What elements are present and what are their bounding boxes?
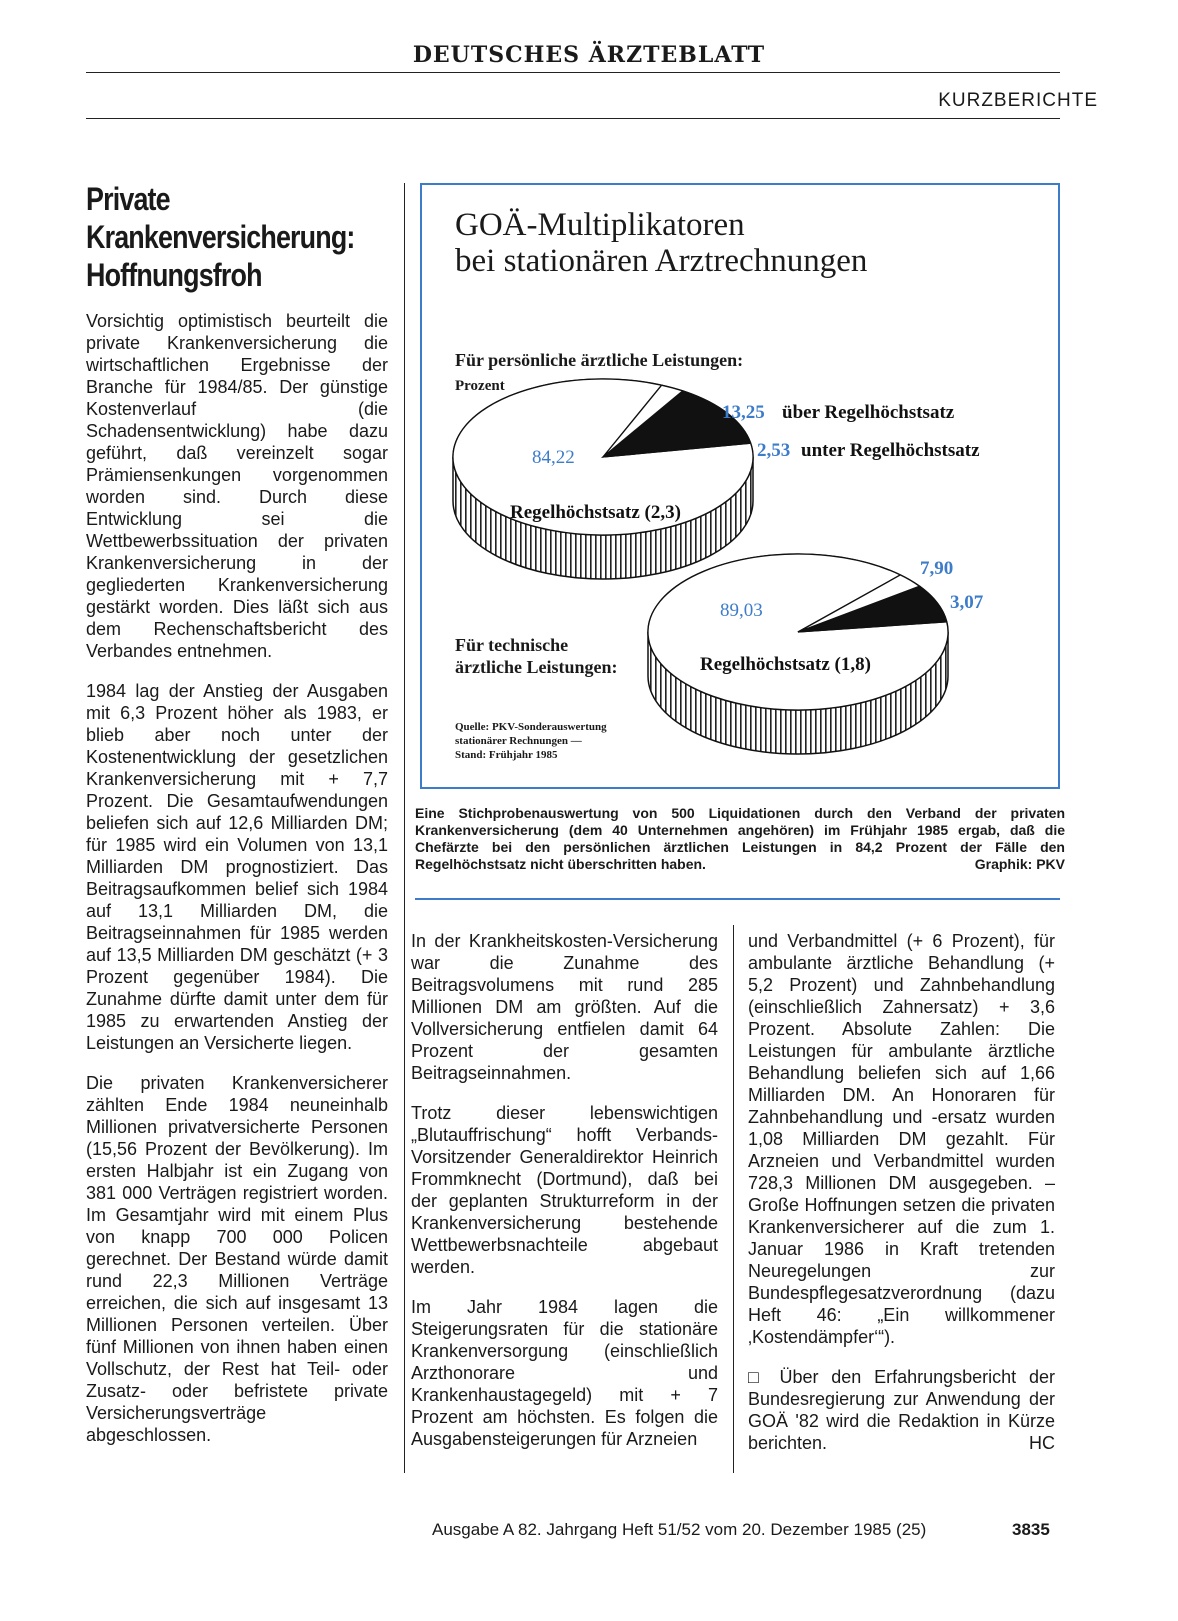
caption-rule <box>415 898 1060 900</box>
article-column-3 <box>748 930 1055 1472</box>
chart-subtitle-line: ärztliche Leistungen: <box>455 657 618 677</box>
chart-title-line: bei stationären Arztrechnungen <box>455 243 868 279</box>
source-line: Quelle: PKV-Sonderauswertung <box>455 721 607 733</box>
paragraph: In der Krankheitskosten-Versicherung war die Zunahme des Beitragsvolumens mit rund 285 Millionen DM am größten. Auf die Vollversicherung entfielen damit 64 Prozent der gesamten Beitragseinnahmen. <box>411 931 718 1083</box>
chart-caption <box>415 805 1065 873</box>
headline-line: Private <box>86 181 170 217</box>
source-line: stationärer Rechnungen — <box>455 735 582 747</box>
caption-credit: Graphik: PKV <box>974 856 1065 872</box>
paragraph: Im Jahr 1984 lagen die Steigerungsraten für die stationäre Krankenversorgung (einschließlich Arzthonorare und Krankenhaustagegeld) mit + 7 Prozent am höchsten. Es folgen die Ausgabensteigerungen für Arzneien <box>411 1297 718 1449</box>
chart-subtitle-line: Für technische <box>455 635 569 655</box>
section-label: KURZBERICHTE <box>938 90 1098 111</box>
pie1-value-main: 84,22 <box>532 447 575 468</box>
source-line: Stand: Frühjahr 1985 <box>455 749 558 761</box>
author-sign: HC <box>1029 1433 1055 1453</box>
paragraph: 1984 lag der Anstieg der Ausgaben mit 6,3 Prozent höher als 1983, er blieb aber noch unter der Kostenentwicklung der gesetzlichen Krankenversicherung mit + 7,7 Prozent. Die Gesamtaufwendungen beliefen sich auf 12,6 Milliarden DM; für 1985 wird ein Volumen von 13,1 Milliarden DM prognostiziert. Das Beitragsaufkommen belief sich 1984 auf 13,1 Milliarden DM, die Beitragseinnahmen für 1985 werden auf 13,5 Milliarden DM geschätzt (+ 3 Prozent gegenüber 1984). Die Zunahme dürfte damit unter dem für 1985 zu erwartenden Anstieg der Leistungen an Versicherte liegen. <box>86 681 388 1053</box>
caption-text: Eine Stichprobenauswertung von 500 Liquidationen durch den Verband der privaten Krankenversicherung (dem 40 Unternehmen angehören) im Frühjahr 1985 ergab, daß die Chefärzte bei den persönlichen ärztlichen Leistungen in 84,2 Prozent der Fälle den Regelhöchstsatz nicht überschritten haben. <box>415 805 1065 872</box>
pie1-label-over: über Regelhöchstsatz <box>782 402 955 423</box>
article-column-2 <box>411 930 718 1468</box>
pie1-label-under: unter Regelhöchstsatz <box>801 440 980 461</box>
pie-chart-personal <box>453 379 753 579</box>
paragraph-last <box>748 1366 1055 1454</box>
footer-issue: Ausgabe A 82. Jahrgang Heft 51/52 vom 20. Dezember 1985 (25) <box>432 1520 927 1539</box>
paragraph: Trotz dieser lebenswichtigen „Blutauffrischung“ hofft Verbands-Vorsitzender Generaldirektor Heinrich Frommknecht (Dortmund), daß bei der geplanten Strukturreform in der Krankenversicherung bestehende Wettbewerbsnachteile abgebaut werden. <box>411 1103 718 1277</box>
chart-unit-label: Prozent <box>455 378 505 394</box>
pie2-value-main: 89,03 <box>720 600 763 621</box>
chart-subtitle-personal: Für persönliche ärztliche Leistungen: <box>455 350 744 370</box>
pie1-value-over: 13,25 <box>722 402 765 423</box>
paragraph: Die privaten Krankenversicherer zählten Ende 1984 neuneinhalb Millionen privatversicherte Personen (15,56 Prozent der Bevölkerung). Im ersten Halbjahr ist ein Zugang von 381 000 Verträgen registriert worden. Im Gesamtjahr wird mit einem Plus von knapp 700 000 Policen gerechnet. Der Bestand würde damit rund 22,3 Millionen Verträge erreichen, die sich auf insgesamt 13 Millionen Personen verteilen. Über fünf Millionen von ihnen haben einen Vollschutz, der Rest hat Teil- oder Zusatz- oder befristete private Versicherungsverträge abgeschlossen. <box>86 1073 388 1445</box>
pie2-value-under: 3,07 <box>950 592 984 613</box>
footer-page-number: 3835 <box>1012 1520 1050 1539</box>
headline-line: Hoffnungsfroh <box>86 257 262 293</box>
headline-line: Krankenversicherung: <box>86 219 355 255</box>
paragraph: und Verbandmittel (+ 6 Prozent), für ambulante ärztliche Behandlung (+ 5,2 Prozent) und Zahnbehandlung (einschließlich Zahnersatz) + 3,6 Prozent. Absolute Zahlen: Die Leistungen für ambulante ärztliche Behandlung beliefen sich auf 1,66 Milliarden DM. An Honoraren für Zahnbehandlung und -ersatz wurden 1,08 Milliarden DM gezahlt. Für Arzneien und Verbandmittel wurden 728,3 Millionen DM ausgegeben. – Große Hoffnungen setzen die privaten Krankenversicherer auf die zum 1. Januar 1986 in Kraft tretenden Neuregelungen zur Bundespflegesatzverordnung (dazu Heft 46: „Ein willkommener ‚Kostendämpfer‘“). <box>748 931 1055 1347</box>
pie1-value-under: 2,53 <box>757 440 791 461</box>
paragraph: Vorsichtig optimistisch beurteilt die private Krankenversicherung die wirtschaftlichen Ergebnisse der Branche für 1984/85. Der günstige Kostenverlauf (die Schadensentwicklung) habe dazu geführt, daß vereinzelt sogar Prämiensenkungen vorgenommen worden sind. Durch diese Entwicklung sei die Wettbewerbssituation der privaten Krankenversicherung in der gegliederten Krankenversicherung gestärkt worden. Dies läßt sich aus dem Rechenschaftsbericht des Verbandes entnehmen. <box>86 311 388 661</box>
paragraph-text: □ Über den Erfahrungsbericht der Bundesregierung zur Anwendung der GOÄ '82 wird die Redaktion in Kürze berichten. <box>748 1367 1055 1453</box>
pie2-value-over: 7,90 <box>920 558 954 579</box>
pie2-label-main: Regelhöchstsatz (1,8) <box>700 654 871 675</box>
journal-masthead: DEUTSCHES ÄRZTEBLATT <box>412 42 766 68</box>
chart-title-line: GOÄ-Multiplikatoren <box>455 207 745 243</box>
pie1-label-main: Regelhöchstsatz (2,3) <box>510 502 681 523</box>
